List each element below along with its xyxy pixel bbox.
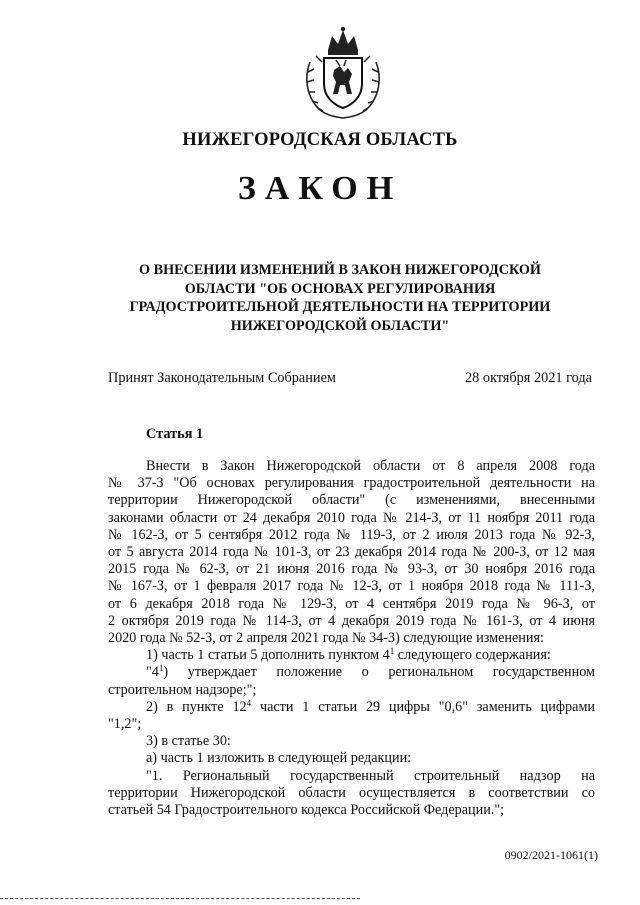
law-title-line: О ВНЕСЕНИИ ИЗМЕНЕНИЙ В ЗАКОН НИЖЕГОРОДСКОЙ	[139, 262, 541, 278]
item-1-text: следующего содержания:	[394, 647, 551, 664]
law-title-line: ОБЛАСТИ "ОБ ОСНОВАХ РЕГУЛИРОВАНИЯ	[184, 280, 496, 297]
item-3: 3) в статье 30:	[146, 733, 231, 750]
text-line: 2 октября 2019 года № 114-З, от 4 декабря 2019 года № 161-З, от 4 июня	[108, 612, 595, 629]
text-line: от 6 декабря 2018 года № 129-З, от 4 сентября 2019 года № 96-З, от	[108, 595, 595, 612]
quote-text: ) утверждает положение о региональном государственном	[163, 664, 595, 681]
quote-line: территории Нижегородской области осуществляется в соответствии со	[108, 784, 595, 801]
law-title-line: НИЖЕГОРОДСКОЙ ОБЛАСТИ"	[230, 317, 450, 334]
text-line: законами области от 24 декабря 2010 года № 214-З, от 11 ноября 2011 года	[108, 509, 595, 526]
superscript: 1	[389, 646, 395, 657]
item-1	[108, 647, 595, 664]
adopted-by: Принят Законодательным Собранием	[108, 370, 336, 386]
law-title-line: ГРАДОСТРОИТЕЛЬНОЙ ДЕЯТЕЛЬНОСТИ НА ТЕРРИТОРИИ	[129, 299, 551, 315]
adoption-date: 28 октября 2021 года	[464, 370, 592, 386]
item-1-quote	[108, 664, 595, 681]
text-line: № 167-З, от 1 февраля 2017 года № 12-З, от 1 ноября 2018 года № 111-З,	[108, 578, 595, 595]
article-body	[108, 458, 595, 819]
coat-of-arms-icon	[300, 22, 386, 120]
superscript: 1	[158, 663, 164, 674]
text-line: 2020 года № 52-З, от 2 апреля 2021 года № 34-З) следующие изменения:	[108, 630, 544, 647]
item-2-text: части 1 статьи 29 цифры "0,6" заменить цифрами	[251, 698, 596, 715]
item-3a: а) часть 1 изложить в следующей редакции:	[146, 750, 412, 767]
text-line: № 37-З "Об основах регулирования градостроительной деятельности на	[108, 475, 595, 492]
document-type: ЗАКОН	[237, 170, 403, 207]
item-1-text: 1) часть 1 статьи 5 дополнить пунктом 4	[146, 647, 390, 664]
scan-edge-line	[0, 898, 360, 899]
law-title	[110, 261, 570, 335]
text-line: Внести в Закон Нижегородской области от 8 апреля 2008 года	[146, 458, 595, 474]
quote-text: "4	[146, 664, 159, 681]
item-2-text: 2) в пункте 12	[146, 698, 247, 715]
text-line: № 162-З, от 5 сентября 2012 года № 119-З, от 2 июля 2013 года № 92-З,	[108, 526, 595, 543]
document-number: 0902/2021-1061(1)	[504, 848, 598, 862]
text-line: от 5 августа 2014 года № 101-З, от 23 декабря 2014 года № 200-З, от 12 мая	[108, 544, 595, 561]
quote-line: статьей 54 Градостроительного кодекса Российской Федерации.";	[108, 802, 505, 819]
region-heading: НИЖЕГОРОДСКАЯ ОБЛАСТЬ	[182, 130, 458, 150]
superscript: 4	[246, 697, 252, 708]
text-line: территории Нижегородской области" (с изменениями, внесенными	[108, 492, 595, 509]
quote-line: "1. Региональный государственный строительный надзор на	[146, 767, 595, 784]
text-line: "1,2";	[108, 716, 142, 733]
text-line: 2015 года № 62-З, от 21 июня 2016 года № 93-З, от 30 ноября 2016 года	[108, 561, 595, 578]
item-2	[108, 699, 595, 716]
article-heading: Статья 1	[146, 426, 204, 442]
text-line: строительном надзоре;";	[108, 681, 257, 698]
